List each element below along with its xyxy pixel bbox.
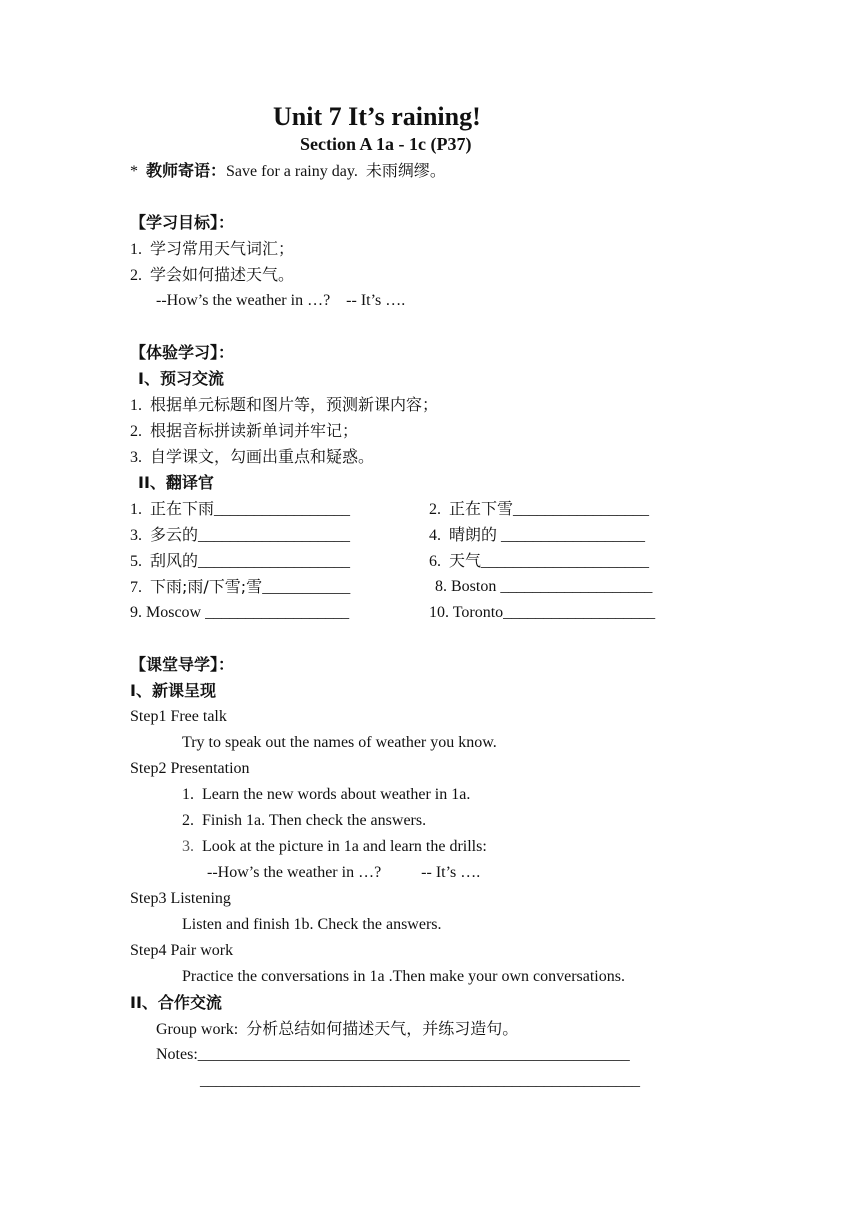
answer-blank: ___________________ (503, 604, 656, 621)
page-subtitle: Section A 1a - 1c (P37) (300, 134, 472, 154)
new-lesson-heading: I、新课呈现 (130, 681, 216, 700)
answer-blank: _________________ (214, 501, 351, 518)
motto-label: 教师寄语： (146, 161, 227, 180)
answer-blank: __________________ (501, 527, 646, 544)
translate-item: 4. 晴朗的 __________________ (429, 525, 646, 544)
notes-line-continuation: _______________________________________________________ (200, 1072, 640, 1089)
answer-blank: ___________ (262, 579, 351, 596)
answer-blank: ______________________________________________________ (197, 1046, 630, 1063)
step2-label: Step2 Presentation (130, 760, 250, 777)
answer-blank: ___________________ (198, 527, 351, 544)
motto-prefix: * (130, 163, 138, 180)
translate-item: 6. 天气_____________________ (429, 551, 650, 570)
group-work: Group work: 分析总结如何描述天气，并练习造句。 (156, 1019, 519, 1038)
preview-item: 1. 根据单元标题和图片等，预测新课内容； (130, 395, 439, 414)
notes-line: Notes:______________________________________________________ (156, 1046, 630, 1063)
step4-label: Step4 Pair work (130, 942, 234, 959)
step2-item: 2. Finish 1a. Then check the answers. (182, 812, 427, 829)
translate-item: 5. 刮风的___________________ (130, 551, 351, 570)
step3-detail: Listen and finish 1b. Check the answers. (182, 916, 442, 933)
page-title: Unit 7 It’s raining! (273, 102, 481, 131)
step2-item: 1. Learn the new words about weather in 1a. (182, 786, 471, 803)
step3-label: Step3 Listening (130, 890, 231, 907)
step4-detail: Practice the conversations in 1a .Then make your own conversations. (182, 968, 625, 985)
translate-item: 8. Boston ___________________ (435, 578, 653, 595)
preview-item: 3. 自学课文，勾画出重点和疑惑。 (130, 447, 375, 466)
translate-item: 7. 下雨;雨/下雪;雪___________ (130, 577, 351, 596)
step1-label: Step1 Free talk (130, 708, 227, 725)
translate-heading: II、翻译官 (138, 473, 214, 492)
classroom-heading: 【课堂导学】： (130, 655, 235, 674)
step2-item: 3. Look at the picture in 1a and learn the drills: (182, 838, 487, 855)
translate-item: 10. Toronto___________________ (429, 604, 656, 621)
preview-heading: I、预习交流 (138, 369, 224, 388)
goal-item: 2. 学会如何描述天气。 (130, 265, 295, 284)
motto-text: Save for a rainy day. (226, 163, 358, 180)
goal-item: 1. 学习常用天气词汇； (130, 239, 295, 258)
motto-cn: 未雨绸缪。 (365, 161, 446, 180)
translate-item: 2. 正在下雪_________________ (429, 499, 650, 518)
goal-drill: --How’s the weather in …? -- It’s …. (156, 292, 406, 309)
cooperate-heading: II、合作交流 (130, 993, 222, 1012)
answer-blank: _____________________ (481, 553, 650, 570)
translate-item: 9. Moscow __________________ (130, 604, 350, 621)
answer-blank: ___________________ (500, 578, 653, 595)
step1-detail: Try to speak out the names of weather you know. (182, 734, 497, 751)
goals-heading: 【学习目标】： (130, 213, 235, 232)
translate-item: 3. 多云的___________________ (130, 525, 351, 544)
answer-blank: _________________ (513, 501, 650, 518)
translate-item: 1. 正在下雨_________________ (130, 499, 351, 518)
experience-heading: 【体验学习】： (130, 343, 235, 362)
answer-blank: ___________________ (198, 553, 351, 570)
step2-drill: --How’s the weather in …? -- It’s …. (207, 864, 481, 881)
answer-blank: __________________ (205, 604, 350, 621)
teacher-motto (130, 163, 446, 180)
preview-item: 2. 根据音标拼读新单词并牢记； (130, 421, 359, 440)
